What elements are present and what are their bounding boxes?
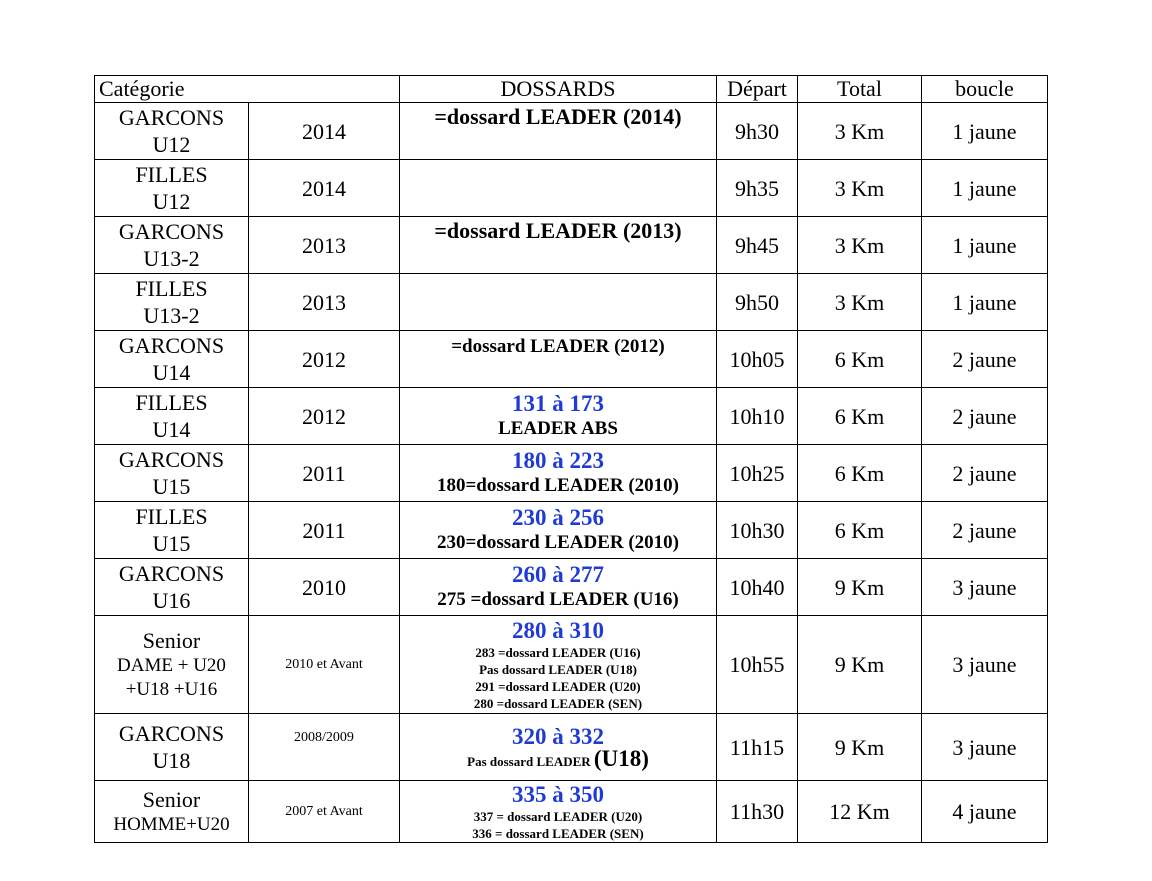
depart-cell: 10h40 <box>717 559 798 616</box>
table-row <box>95 103 1048 160</box>
total-cell: 9 Km <box>798 714 922 781</box>
year-cell: 2010 et Avant <box>249 616 400 714</box>
depart-cell: 10h55 <box>717 616 798 714</box>
table-row <box>95 616 1048 714</box>
dossards-cell <box>400 274 717 331</box>
boucle-cell: 2 jaune <box>922 502 1048 559</box>
boucle-cell: 2 jaune <box>922 331 1048 388</box>
table-row <box>95 160 1048 217</box>
boucle-cell: 1 jaune <box>922 274 1048 331</box>
category-cell: FILLES U14 <box>95 388 249 445</box>
table-row <box>95 445 1048 502</box>
total-cell: 9 Km <box>798 559 922 616</box>
dossards-cell: 180 à 223 180=dossard LEADER (2010) <box>400 445 717 502</box>
header-row <box>95 76 1048 103</box>
total-cell: 3 Km <box>798 160 922 217</box>
boucle-cell: 3 jaune <box>922 559 1048 616</box>
dossards-cell: 260 à 277 275 =dossard LEADER (U16) <box>400 559 717 616</box>
total-cell: 9 Km <box>798 616 922 714</box>
table-row <box>95 217 1048 274</box>
depart-cell: 10h30 <box>717 502 798 559</box>
total-cell: 3 Km <box>798 274 922 331</box>
category-cell: GARCONS U18 <box>95 714 249 781</box>
year-cell: 2013 <box>249 217 400 274</box>
year-cell: 2011 <box>249 445 400 502</box>
category-cell: GARCONS U16 <box>95 559 249 616</box>
category-cell: FILLES U15 <box>95 502 249 559</box>
category-cell: GARCONS U15 <box>95 445 249 502</box>
boucle-cell: 3 jaune <box>922 714 1048 781</box>
depart-cell: 10h05 <box>717 331 798 388</box>
year-cell: 2011 <box>249 502 400 559</box>
header-total: Total <box>798 76 922 103</box>
total-cell: 6 Km <box>798 331 922 388</box>
total-cell: 12 Km <box>798 781 922 843</box>
dossards-cell: =dossard LEADER (2014) <box>400 103 717 160</box>
schedule-table <box>94 75 1048 843</box>
header-boucle: boucle <box>922 76 1048 103</box>
table-row <box>95 559 1048 616</box>
table-row <box>95 331 1048 388</box>
dossard-range: 280 à 310 <box>512 617 604 643</box>
depart-cell: 9h45 <box>717 217 798 274</box>
category-cell: FILLES U13-2 <box>95 274 249 331</box>
depart-cell: 10h10 <box>717 388 798 445</box>
category-cell: GARCONS U12 <box>95 103 249 160</box>
year-cell: 2007 et Avant <box>249 781 400 843</box>
depart-cell: 11h15 <box>717 714 798 781</box>
table-row <box>95 274 1048 331</box>
category-cell: GARCONS U13-2 <box>95 217 249 274</box>
total-cell: 6 Km <box>798 445 922 502</box>
dossard-range: 335 à 350 <box>512 781 604 807</box>
dossards-cell: 131 à 173 LEADER ABS <box>400 388 717 445</box>
year-cell: 2012 <box>249 388 400 445</box>
depart-cell: 9h30 <box>717 103 798 160</box>
table-row <box>95 388 1048 445</box>
dossards-cell: 230 à 256 230=dossard LEADER (2010) <box>400 502 717 559</box>
year-cell: 2010 <box>249 559 400 616</box>
dossard-range: 180 à 223 <box>512 448 604 473</box>
total-cell: 3 Km <box>798 217 922 274</box>
dossards-cell: 335 à 350 337 = dossard LEADER (U20) 336 = dossard LEADER (SEN) <box>400 781 717 843</box>
category-cell: Senior HOMME+U20 <box>95 781 249 843</box>
total-cell: 3 Km <box>798 103 922 160</box>
dossards-cell: 280 à 310 283 =dossard LEADER (U16) Pas dossard LEADER (U18) 291 =dossard LEADER (U20) 280 =dossard LEADER (SEN) <box>400 616 717 714</box>
dossard-range: 230 à 256 <box>512 505 604 530</box>
year-cell: 2008/2009 <box>249 714 400 781</box>
depart-cell: 10h25 <box>717 445 798 502</box>
year-cell: 2012 <box>249 331 400 388</box>
total-cell: 6 Km <box>798 388 922 445</box>
category-cell: GARCONS U14 <box>95 331 249 388</box>
dossards-cell: =dossard LEADER (2013) <box>400 217 717 274</box>
boucle-cell: 1 jaune <box>922 217 1048 274</box>
boucle-cell: 1 jaune <box>922 160 1048 217</box>
total-cell: 6 Km <box>798 502 922 559</box>
year-cell: 2014 <box>249 160 400 217</box>
header-categorie: Catégorie <box>95 76 400 103</box>
boucle-cell: 4 jaune <box>922 781 1048 843</box>
dossards-cell <box>400 160 717 217</box>
depart-cell: 9h50 <box>717 274 798 331</box>
boucle-cell: 2 jaune <box>922 445 1048 502</box>
table-row <box>95 781 1048 843</box>
year-cell: 2013 <box>249 274 400 331</box>
header-depart: Départ <box>717 76 798 103</box>
boucle-cell: 1 jaune <box>922 103 1048 160</box>
dossards-cell: 320 à 332 Pas dossard LEADER (U18) <box>400 714 717 781</box>
boucle-cell: 2 jaune <box>922 388 1048 445</box>
table-row <box>95 502 1048 559</box>
dossards-cell: =dossard LEADER (2012) <box>400 331 717 388</box>
dossard-range: 131 à 173 <box>512 391 604 416</box>
header-dossards: DOSSARDS <box>400 76 717 103</box>
category-cell: Senior DAME + U20 +U18 +U16 <box>95 616 249 714</box>
year-cell: 2014 <box>249 103 400 160</box>
dossard-range: 320 à 332 <box>512 724 604 749</box>
depart-cell: 9h35 <box>717 160 798 217</box>
category-cell: FILLES U12 <box>95 160 249 217</box>
boucle-cell: 3 jaune <box>922 616 1048 714</box>
dossard-range: 260 à 277 <box>512 562 604 587</box>
table-row <box>95 714 1048 781</box>
depart-cell: 11h30 <box>717 781 798 843</box>
